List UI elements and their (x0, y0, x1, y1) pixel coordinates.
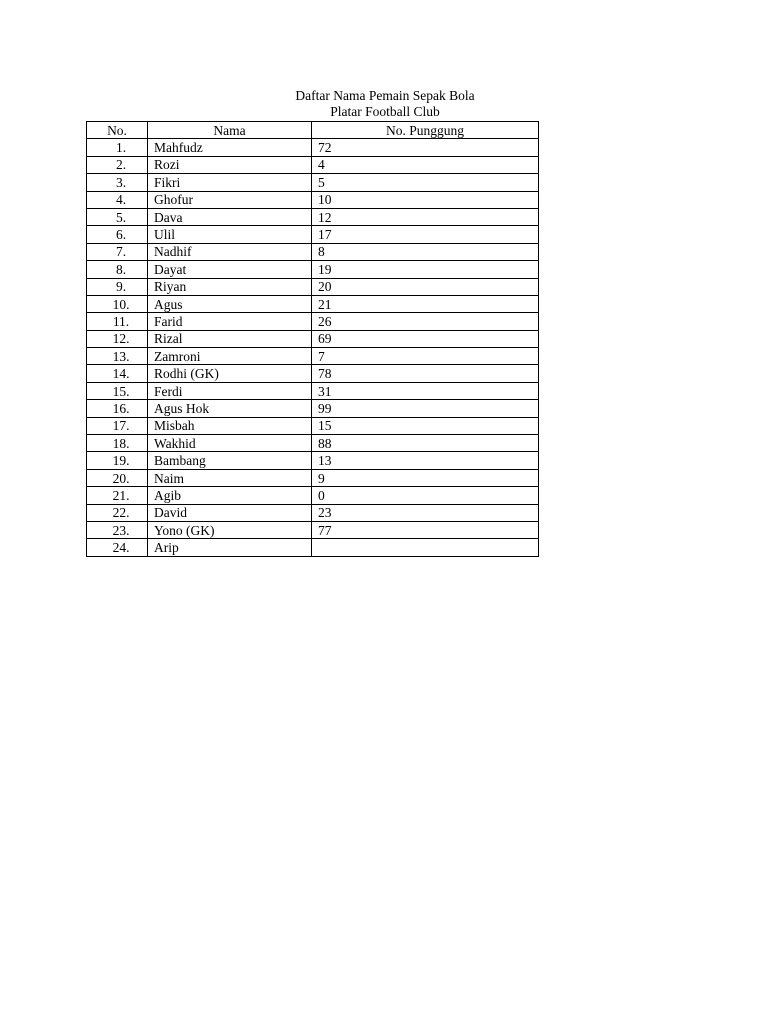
document-title: Daftar Nama Pemain Sepak Bola (295, 88, 475, 103)
cell-no: 1. (87, 139, 148, 156)
cell-punggung: 72 (312, 139, 539, 156)
cell-nama: Dava (148, 208, 312, 225)
cell-punggung: 4 (312, 156, 539, 173)
cell-nama: Yono (GK) (148, 521, 312, 538)
table-row (87, 174, 539, 191)
cell-no: 18. (87, 435, 148, 452)
table-row (87, 208, 539, 225)
header-no: No. (87, 122, 148, 139)
cell-no: 10. (87, 295, 148, 312)
cell-no: 22. (87, 504, 148, 521)
cell-punggung: 19 (312, 261, 539, 278)
cell-no: 16. (87, 400, 148, 417)
table-row (87, 330, 539, 347)
cell-no: 21. (87, 487, 148, 504)
cell-nama: Agib (148, 487, 312, 504)
cell-nama: Riyan (148, 278, 312, 295)
cell-punggung: 7 (312, 348, 539, 365)
table-row (87, 452, 539, 469)
cell-nama: Rizal (148, 330, 312, 347)
cell-no: 24. (87, 539, 148, 556)
table-row (87, 521, 539, 538)
cell-punggung: 20 (312, 278, 539, 295)
table-header-row (87, 122, 539, 139)
cell-punggung: 17 (312, 226, 539, 243)
cell-punggung: 69 (312, 330, 539, 347)
cell-no: 7. (87, 243, 148, 260)
table-row (87, 191, 539, 208)
cell-punggung: 78 (312, 365, 539, 382)
cell-nama: Farid (148, 313, 312, 330)
cell-punggung: 13 (312, 452, 539, 469)
table-body (87, 139, 539, 556)
cell-no: 17. (87, 417, 148, 434)
cell-punggung: 31 (312, 382, 539, 399)
cell-nama: Wakhid (148, 435, 312, 452)
cell-punggung: 77 (312, 521, 539, 538)
cell-punggung: 99 (312, 400, 539, 417)
table-row (87, 261, 539, 278)
title-block (270, 88, 500, 120)
header-punggung: No. Punggung (312, 122, 539, 139)
cell-nama: Agus (148, 295, 312, 312)
cell-punggung: 15 (312, 417, 539, 434)
cell-nama: Ferdi (148, 382, 312, 399)
cell-no: 15. (87, 382, 148, 399)
cell-punggung (312, 539, 539, 556)
table-row (87, 156, 539, 173)
cell-nama: Bambang (148, 452, 312, 469)
cell-punggung: 23 (312, 504, 539, 521)
cell-nama: Dayat (148, 261, 312, 278)
cell-nama: Zamroni (148, 348, 312, 365)
player-roster-table (86, 121, 539, 557)
cell-nama: Arip (148, 539, 312, 556)
table-row (87, 365, 539, 382)
cell-punggung: 12 (312, 208, 539, 225)
cell-no: 23. (87, 521, 148, 538)
table-row (87, 504, 539, 521)
cell-nama: Rozi (148, 156, 312, 173)
table-row (87, 313, 539, 330)
cell-no: 13. (87, 348, 148, 365)
table-row (87, 348, 539, 365)
table-row (87, 243, 539, 260)
header-nama: Nama (148, 122, 312, 139)
document-subtitle: Platar Football Club (330, 104, 440, 119)
cell-nama: Misbah (148, 417, 312, 434)
table-row (87, 295, 539, 312)
cell-nama: Ulil (148, 226, 312, 243)
cell-nama: Naim (148, 469, 312, 486)
cell-punggung: 10 (312, 191, 539, 208)
cell-no: 19. (87, 452, 148, 469)
cell-punggung: 21 (312, 295, 539, 312)
cell-no: 9. (87, 278, 148, 295)
cell-punggung: 5 (312, 174, 539, 191)
table-row (87, 139, 539, 156)
table-row (87, 539, 539, 556)
table-row (87, 400, 539, 417)
cell-no: 6. (87, 226, 148, 243)
cell-nama: Agus Hok (148, 400, 312, 417)
cell-nama: Mahfudz (148, 139, 312, 156)
cell-no: 20. (87, 469, 148, 486)
table-row (87, 435, 539, 452)
table-row (87, 417, 539, 434)
cell-nama: Fikri (148, 174, 312, 191)
cell-punggung: 0 (312, 487, 539, 504)
cell-no: 3. (87, 174, 148, 191)
table-row (87, 469, 539, 486)
cell-nama: Nadhif (148, 243, 312, 260)
table-row (87, 226, 539, 243)
cell-punggung: 88 (312, 435, 539, 452)
cell-punggung: 26 (312, 313, 539, 330)
cell-no: 2. (87, 156, 148, 173)
cell-nama: Rodhi (GK) (148, 365, 312, 382)
table-row (87, 278, 539, 295)
cell-nama: Ghofur (148, 191, 312, 208)
table-row (87, 382, 539, 399)
cell-no: 14. (87, 365, 148, 382)
cell-nama: David (148, 504, 312, 521)
cell-no: 8. (87, 261, 148, 278)
cell-no: 12. (87, 330, 148, 347)
cell-no: 11. (87, 313, 148, 330)
cell-punggung: 8 (312, 243, 539, 260)
table-row (87, 487, 539, 504)
cell-no: 5. (87, 208, 148, 225)
cell-punggung: 9 (312, 469, 539, 486)
cell-no: 4. (87, 191, 148, 208)
